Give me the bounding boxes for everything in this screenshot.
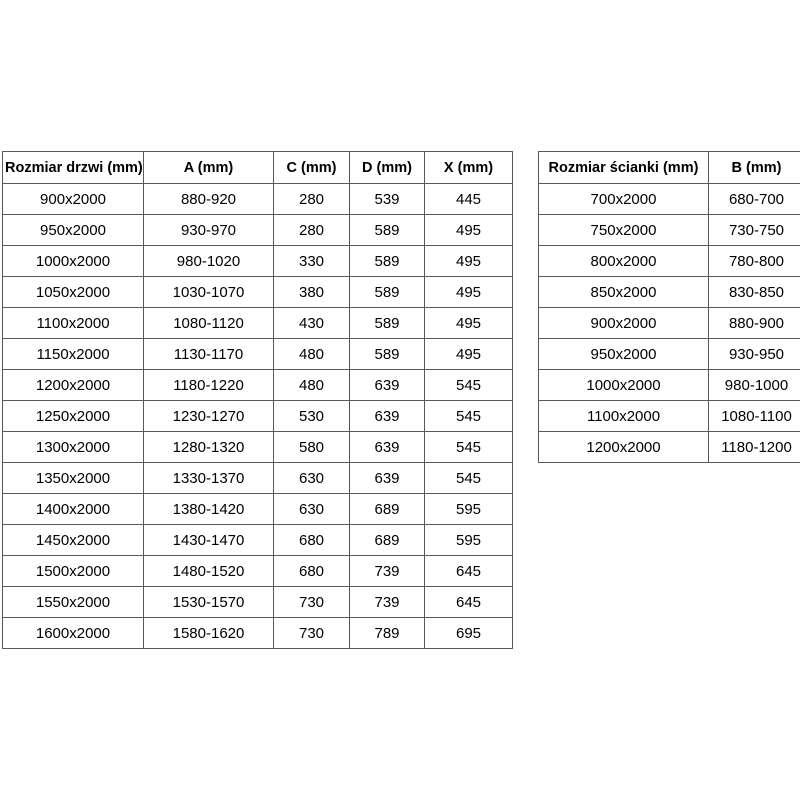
table-cell: 1230-1270 (144, 401, 274, 432)
table-cell: 1080-1100 (709, 401, 800, 432)
table-cell: 1030-1070 (144, 277, 274, 308)
table-cell: 589 (350, 277, 425, 308)
table-cell: 739 (350, 587, 425, 618)
table-cell: 1380-1420 (144, 494, 274, 525)
table-cell: 1100x2000 (3, 308, 144, 339)
table-cell: 1300x2000 (3, 432, 144, 463)
table-cell: 950x2000 (539, 339, 709, 370)
table-cell: 980-1000 (709, 370, 800, 401)
table-cell: 689 (350, 494, 425, 525)
table-cell: 1550x2000 (3, 587, 144, 618)
table-cell: 639 (350, 432, 425, 463)
table-cell: 1580-1620 (144, 618, 274, 649)
table-cell: 1180-1200 (709, 432, 800, 463)
table-cell: 430 (274, 308, 350, 339)
table-cell: 280 (274, 184, 350, 215)
table-cell: 645 (425, 556, 513, 587)
table-cell: 950x2000 (3, 215, 144, 246)
table-cell: 680 (274, 556, 350, 587)
table-cell: 495 (425, 246, 513, 277)
column-header: C (mm) (274, 152, 350, 184)
table-cell: 695 (425, 618, 513, 649)
table-row (539, 401, 800, 432)
table-row (3, 587, 513, 618)
table-cell: 495 (425, 339, 513, 370)
table-cell: 480 (274, 370, 350, 401)
column-header: X (mm) (425, 152, 513, 184)
column-header: Rozmiar drzwi (mm) (3, 152, 144, 184)
table-row (539, 308, 800, 339)
table-cell: 1450x2000 (3, 525, 144, 556)
table-row (3, 463, 513, 494)
table-cell: 595 (425, 494, 513, 525)
table-cell: 1080-1120 (144, 308, 274, 339)
table-row (539, 277, 800, 308)
table-cell: 750x2000 (539, 215, 709, 246)
table-cell: 930-950 (709, 339, 800, 370)
table-cell: 1150x2000 (3, 339, 144, 370)
column-header: B (mm) (709, 152, 800, 184)
table-cell: 1330-1370 (144, 463, 274, 494)
table-cell: 495 (425, 215, 513, 246)
table-cell: 730 (274, 587, 350, 618)
table-cell: 589 (350, 215, 425, 246)
table-cell: 480 (274, 339, 350, 370)
table-cell: 1000x2000 (3, 246, 144, 277)
table-cell: 589 (350, 246, 425, 277)
table-cell: 1530-1570 (144, 587, 274, 618)
table-cell: 545 (425, 401, 513, 432)
column-header: A (mm) (144, 152, 274, 184)
table-cell: 680 (274, 525, 350, 556)
table-row (539, 432, 800, 463)
table-cell: 730 (274, 618, 350, 649)
table-cell: 980-1020 (144, 246, 274, 277)
table-cell: 589 (350, 339, 425, 370)
table-cell: 445 (425, 184, 513, 215)
table-row (3, 556, 513, 587)
table-cell: 900x2000 (539, 308, 709, 339)
table-row (539, 215, 800, 246)
table-cell: 830-850 (709, 277, 800, 308)
table-cell: 780-800 (709, 246, 800, 277)
table-cell: 639 (350, 463, 425, 494)
table-row (3, 370, 513, 401)
table-row (3, 618, 513, 649)
column-header: Rozmiar ścianki (mm) (539, 152, 709, 184)
table-cell: 1200x2000 (3, 370, 144, 401)
table-row (539, 339, 800, 370)
table-row (539, 370, 800, 401)
table-cell: 880-920 (144, 184, 274, 215)
table-cell: 630 (274, 463, 350, 494)
table-cell: 639 (350, 401, 425, 432)
table-cell: 1180-1220 (144, 370, 274, 401)
table-cell: 1000x2000 (539, 370, 709, 401)
table-cell: 1600x2000 (3, 618, 144, 649)
table-cell: 1200x2000 (539, 432, 709, 463)
table-row (3, 339, 513, 370)
table-cell: 545 (425, 432, 513, 463)
table-cell: 680-700 (709, 184, 800, 215)
table-cell: 380 (274, 277, 350, 308)
table-cell: 1400x2000 (3, 494, 144, 525)
table-row (3, 277, 513, 308)
table-cell: 539 (350, 184, 425, 215)
table-cell: 589 (350, 308, 425, 339)
table-cell: 1480-1520 (144, 556, 274, 587)
table-cell: 1430-1470 (144, 525, 274, 556)
table-cell: 700x2000 (539, 184, 709, 215)
table-cell: 1280-1320 (144, 432, 274, 463)
table-cell: 900x2000 (3, 184, 144, 215)
table-cell: 639 (350, 370, 425, 401)
table-row (3, 308, 513, 339)
table-cell: 800x2000 (539, 246, 709, 277)
table-cell: 1500x2000 (3, 556, 144, 587)
header-row (539, 152, 800, 184)
table-cell: 495 (425, 308, 513, 339)
table-cell: 580 (274, 432, 350, 463)
table-cell: 1130-1170 (144, 339, 274, 370)
table-cell: 330 (274, 246, 350, 277)
table-cell: 545 (425, 463, 513, 494)
table-row (3, 215, 513, 246)
table-cell: 595 (425, 525, 513, 556)
table-row (3, 432, 513, 463)
table-cell: 1100x2000 (539, 401, 709, 432)
table-row (3, 494, 513, 525)
table-row (539, 246, 800, 277)
table-row (3, 525, 513, 556)
table-row (3, 401, 513, 432)
header-row (3, 152, 513, 184)
table-row (3, 246, 513, 277)
table-row (539, 184, 800, 215)
table-cell: 630 (274, 494, 350, 525)
table-cell: 1350x2000 (3, 463, 144, 494)
table-cell: 495 (425, 277, 513, 308)
column-header: D (mm) (350, 152, 425, 184)
table-cell: 645 (425, 587, 513, 618)
table-cell: 930-970 (144, 215, 274, 246)
table-cell: 280 (274, 215, 350, 246)
table-row (3, 184, 513, 215)
table-cell: 689 (350, 525, 425, 556)
wall-size-table (538, 151, 800, 463)
table-cell: 1250x2000 (3, 401, 144, 432)
table-cell: 850x2000 (539, 277, 709, 308)
table-cell: 1050x2000 (3, 277, 144, 308)
table-cell: 880-900 (709, 308, 800, 339)
table-cell: 789 (350, 618, 425, 649)
table-cell: 545 (425, 370, 513, 401)
table-cell: 730-750 (709, 215, 800, 246)
table-cell: 530 (274, 401, 350, 432)
door-size-table (2, 151, 513, 649)
table-cell: 739 (350, 556, 425, 587)
